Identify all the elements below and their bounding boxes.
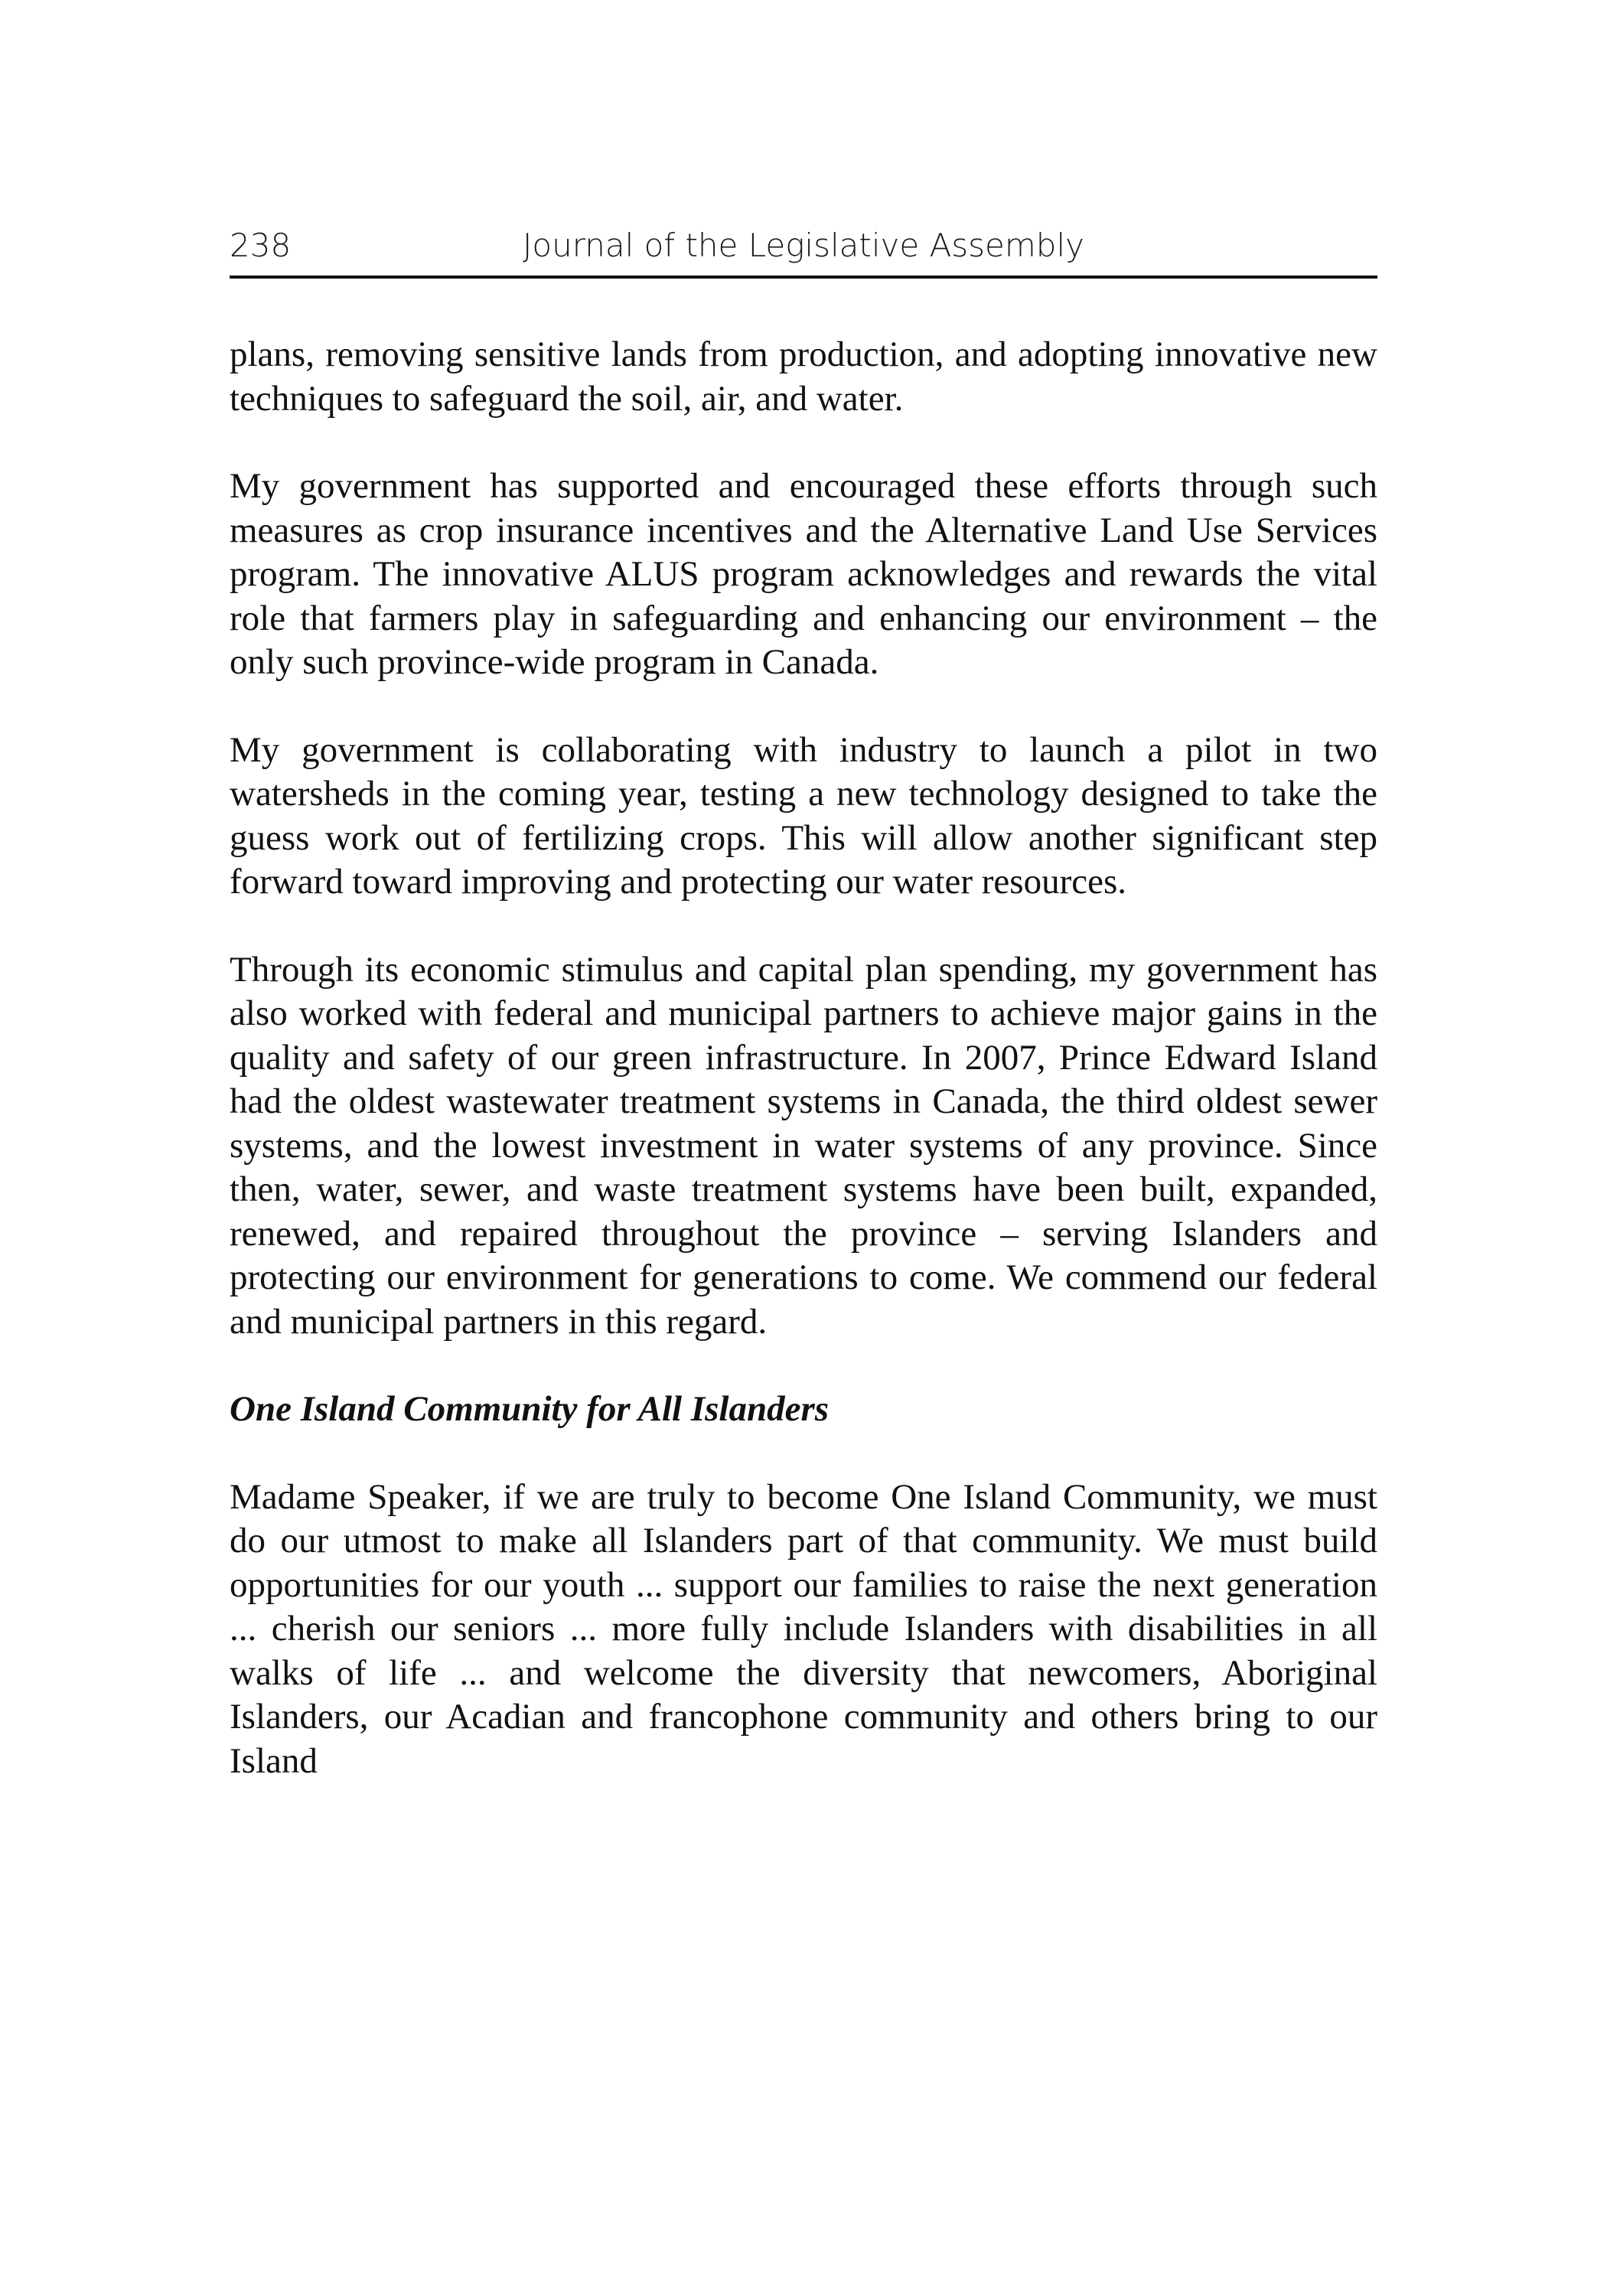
section-paragraph: Madame Speaker, if we are truly to become One Island Community, we must do our utmost to make all Islanders part of that community. We must build opportunities for our youth ... support our families to raise the next generation ... cherish our seniors ... more fully include Islanders with disabilities in all walks of life ... and welcome the diversity that newcomers, Aboriginal Islanders, our Acadian and francophone community and others bring to our Island xyxy=(230,1476,1377,1781)
section-heading: One Island Community for All Islanders xyxy=(230,1389,830,1429)
paragraph-4: Through its economic stimulus and capital plan spending, my government has also worked with federal and municipal partners to achieve major gains in the quality and safety of our green infrastructure. In 2007, Prince Edward Island had the oldest wastewater treatment systems in Canada, the third oldest sewer systems, and the lowest investment in water systems of any province. Since then, water, sewer, and waste treatment systems have been built, expanded, renewed, and repaired throughout the province – serving Islanders and protecting our environment for generations to come. We commend our federal and municipal partners in this regard. xyxy=(230,949,1377,1342)
paragraph-3: My government is collaborating with industry to launch a pilot in two watersheds in the coming year, testing a new technology designed to take the guess work out of fertilizing crops. This will allow another significant step forward toward improving and protecting our water resources. xyxy=(230,729,1377,902)
header-rule xyxy=(230,276,1377,279)
journal-title: Journal of the Legislative Assembly xyxy=(523,227,1084,264)
running-header xyxy=(230,227,1377,280)
body-text xyxy=(230,333,1377,1827)
paragraph-2: My government has supported and encouraged these efforts through such measures as crop insurance incentives and the Alternative Land Use Services program. The innovative ALUS program acknowledges and rewards the vital role that farmers play in safeguarding and enhancing our environment – the only such province-wide program in Canada. xyxy=(230,466,1377,682)
page-number: 238 xyxy=(230,227,292,264)
paragraph-1: plans, removing sensitive lands from production, and adopting innovative new techniques to safeguard the soil, air, and water. xyxy=(230,334,1377,419)
